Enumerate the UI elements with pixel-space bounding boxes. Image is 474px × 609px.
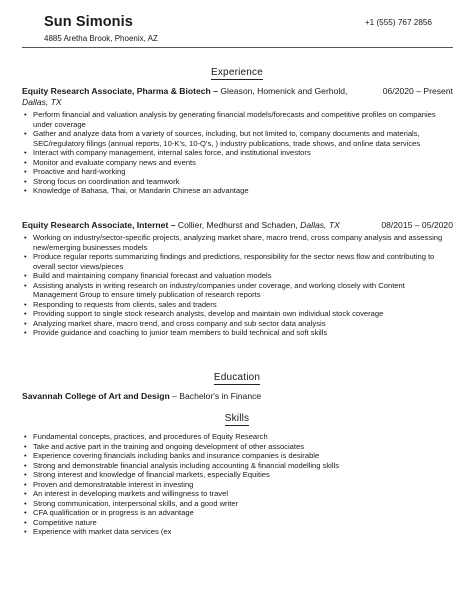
- job-bullet: • Analyzing market share, macro trend, and cross company and sub sector data analysis: [22, 319, 453, 329]
- job-location: Dallas, TX: [300, 220, 340, 230]
- job-location-line: [22, 97, 453, 108]
- skill-item: • An interest in developing markets and willingness to travel: [22, 489, 453, 499]
- skill-item: • Experience with market data services (ex: [22, 527, 453, 537]
- job-title: Equity Research Associate, Pharma & Biotech –: [22, 86, 218, 96]
- skills-list-container: [22, 432, 453, 537]
- candidate-name: Sun Simonis: [44, 14, 133, 30]
- skill-item: • Strong and demonstrable financial analysis including accounting & financial modelling skills: [22, 461, 453, 471]
- education-heading-text: Education: [213, 372, 261, 383]
- job-bullet-continuation: new/emerging businesses models: [33, 242, 148, 252]
- job-bullet: • Working on industry/sector-specific projects, analyzing market share, macro trend, cross company analysis and assessing: [22, 233, 453, 243]
- skills-heading-text: Skills: [224, 413, 250, 424]
- job-bullet: • Gather and analyze data from a variety of sources, including, but not limited to, company documents and materials,: [22, 129, 453, 139]
- job-bullet: • Responding to requests from clients, sales and traders: [22, 300, 453, 310]
- job-entry: [22, 86, 453, 196]
- resume-header: [22, 0, 453, 52]
- header-divider: [22, 47, 453, 48]
- skill-item: • Experience covering financials including banks and insurance companies is desirable: [22, 451, 453, 461]
- job-dates: 06/2020 – Present: [382, 86, 453, 96]
- skill-item: • Strong interest and knowledge of financial markets, especially Equities: [22, 470, 453, 480]
- skill-item: • Take and active part in the training and ongoing development of other associates: [22, 442, 453, 452]
- job-bullet: • Provide guidance and coaching to junior team members to build technical and soft skills: [22, 328, 453, 338]
- job-header: [22, 86, 453, 97]
- job-bullet-continuation: SEC/regulatory filings (annual reports, 10-K’s, 10-Q’s, ) industry publications, trade shows, and online data services: [33, 138, 421, 148]
- job-bullet: • Monitor and evaluate company news and events: [22, 158, 453, 168]
- skill-item: • Strong communication, interpersonal skills, and a good writer: [22, 499, 453, 509]
- skill-item: • CFA qualification or in progress is an advantage: [22, 508, 453, 518]
- education-heading: [0, 372, 474, 383]
- candidate-phone: +1 (555) 767 2856: [364, 18, 432, 27]
- education-degree: Bachelor's in Finance: [179, 391, 262, 401]
- skill-item: • Competitive nature: [22, 518, 453, 528]
- job-bullet-continuation: Management Group to ensure timely publication of research reports: [33, 290, 261, 300]
- experience-heading-text: Experience: [210, 67, 264, 78]
- job-bullets: [22, 110, 453, 196]
- job-bullet-continuation: under coverage: [33, 119, 86, 129]
- education-school: Savannah College of Art and Design: [22, 391, 170, 401]
- job-bullet: • Knowledge of Bahasa, Thai, or Mandarin Chinese an advantage: [22, 186, 453, 196]
- job-bullet: • Strong focus on coordination and teamwork: [22, 177, 453, 187]
- job-dates: 08/2015 – 05/2020: [381, 220, 453, 230]
- job-bullet: • Perform financial and valuation analysis by generating financial models/forecasts and competitive profiles on companies: [22, 110, 453, 120]
- experience-heading: [0, 67, 474, 78]
- education-entry: [22, 391, 453, 402]
- job-bullet: • Proactive and hard-working: [22, 167, 453, 177]
- job-company: Collier, Medhurst and Schaden,: [177, 220, 298, 230]
- job-entry: [22, 220, 453, 338]
- job-bullet-continuation: overall sector views/pieces: [33, 261, 124, 271]
- skill-item: • Fundamental concepts, practices, and procedures of Equity Research: [22, 432, 453, 442]
- job-bullet: • Providing support to single stock research analysts, develop and maintain own individual stock coverage: [22, 309, 453, 319]
- job-location: Dallas, TX: [22, 97, 62, 107]
- job-company: Gleason, Homenick and Gerhold,: [220, 86, 348, 96]
- job-header: [22, 220, 453, 231]
- job-bullet: • Produce regular reports summarizing findings and predictions, responsibility for the sector news flow and contributing to: [22, 252, 453, 262]
- skills-list: [22, 432, 453, 537]
- job-title: Equity Research Associate, Internet –: [22, 220, 176, 230]
- job-bullet: • Assisting analysts in writing research on industry/companies under coverage, and working closely with Content: [22, 281, 453, 291]
- education-separator: –: [169, 391, 180, 401]
- skill-item: • Proven and demonstratable interest in investing: [22, 480, 453, 490]
- candidate-address: 4885 Aretha Brook, Phoenix, AZ: [44, 34, 158, 43]
- job-bullet: • Build and maintaining company financial forecast and valuation models: [22, 271, 453, 281]
- job-bullets: [22, 233, 453, 338]
- skills-heading: [0, 413, 474, 424]
- job-bullet: • Interact with company management, internal sales force, and institutional investors: [22, 148, 453, 158]
